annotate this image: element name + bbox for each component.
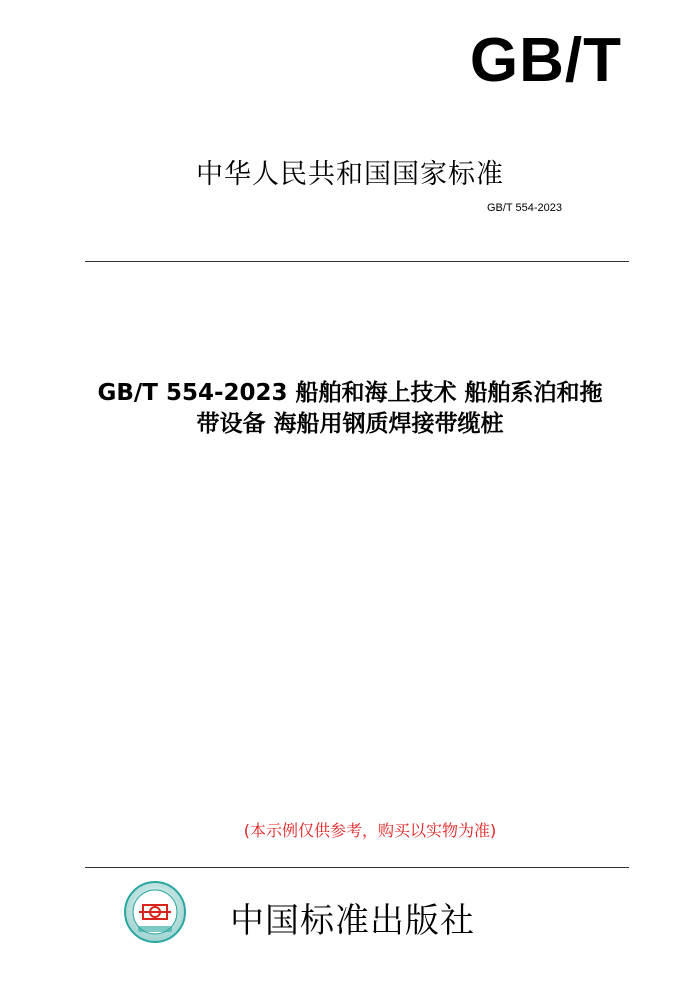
gbt-mark: GB/T [469,26,622,95]
document-title-line-1: GB/T 554-2023 船舶和海上技术 船舶系泊和拖 [97,380,603,406]
publisher-name: 中国标准出版社 [230,901,475,941]
bottom-divider [85,867,629,868]
document-title [30,378,670,440]
top-divider [85,261,629,262]
sample-disclaimer: (本示例仅供参考，购买以实物为准) [243,821,497,840]
publisher-seal-icon [124,881,186,943]
national-standard-heading: 中华人民共和国国家标准 [196,159,504,190]
publisher-seal-graphic [124,881,186,943]
standard-number: GB/T 554-2023 [486,202,562,214]
document-title-line-2: 带设备 海船用钢质焊接带缆桩 [196,411,504,437]
